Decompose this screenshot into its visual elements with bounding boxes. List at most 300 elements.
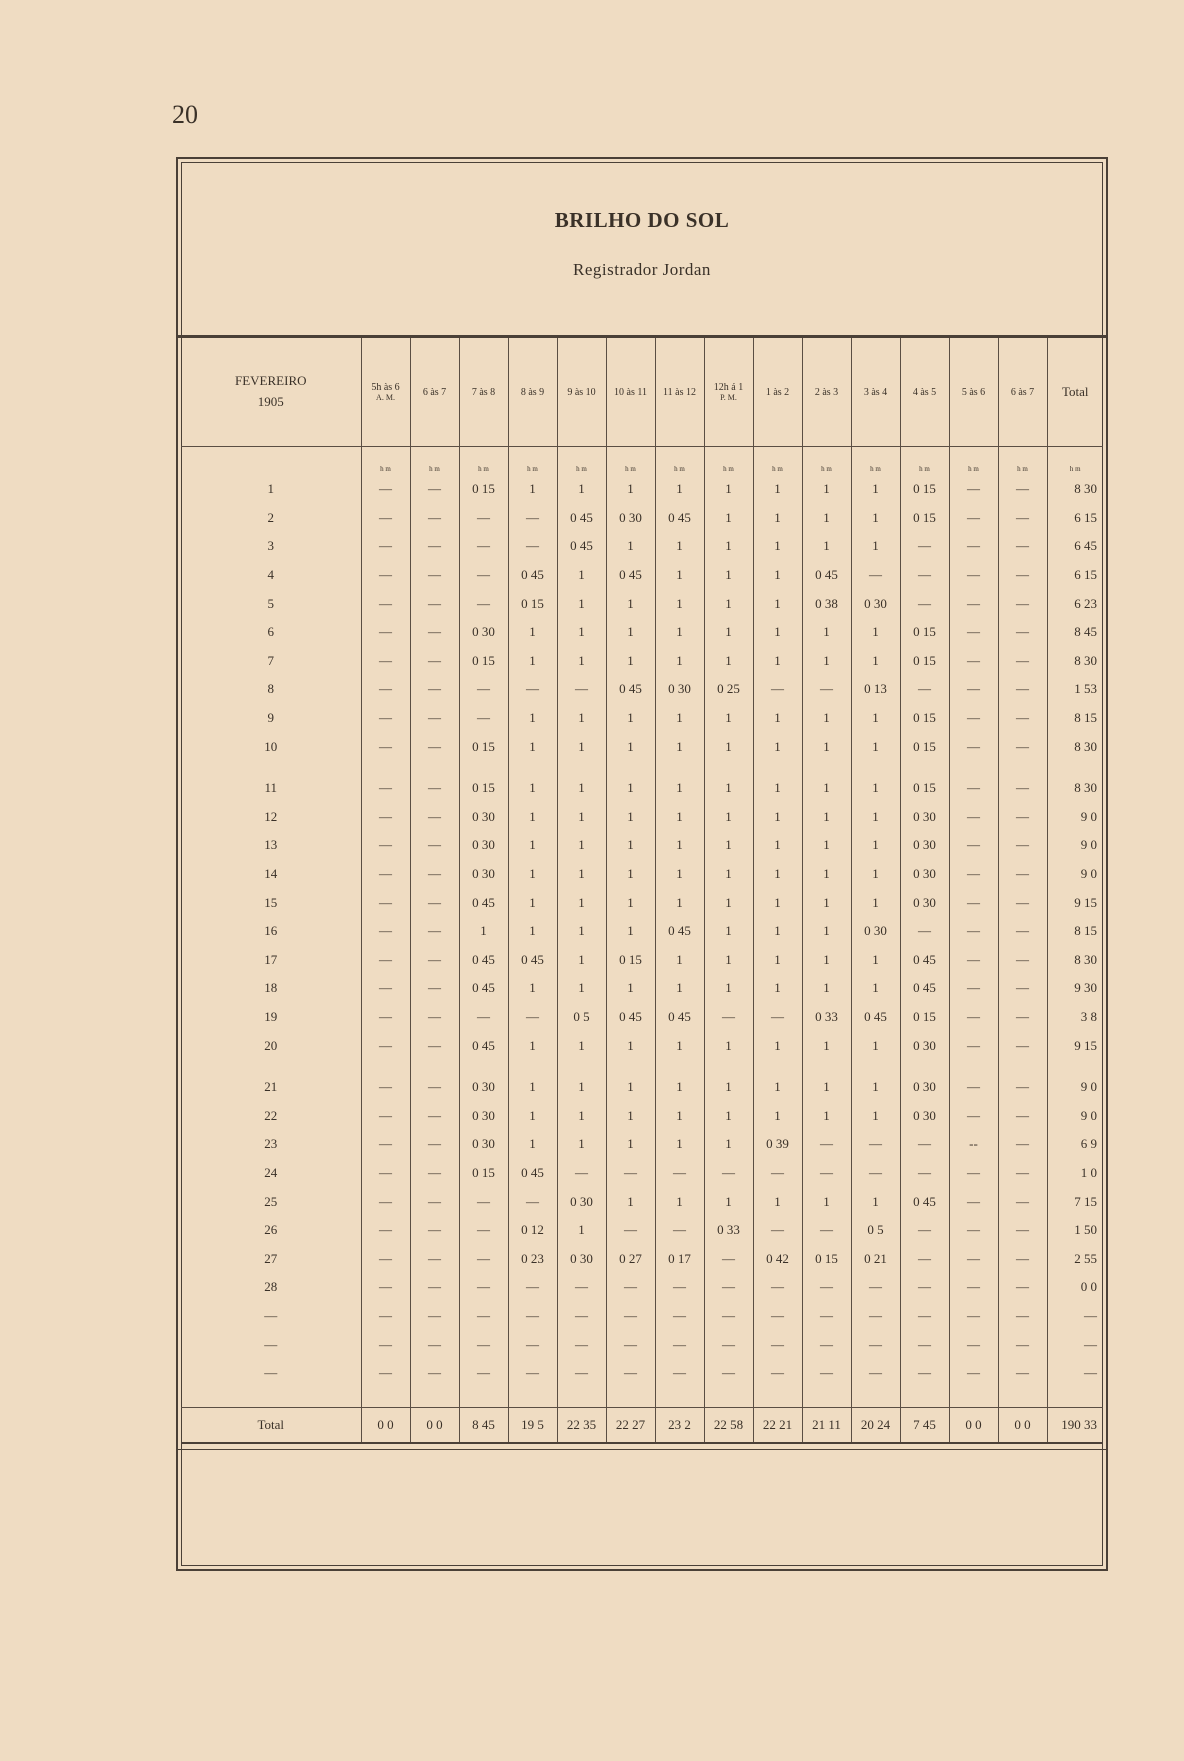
pad-cell [655, 1387, 704, 1408]
hour-cell: 1 [753, 704, 802, 733]
pad-cell [606, 1387, 655, 1408]
hour-cell: — [949, 860, 998, 889]
day-total-cell: 6 23 [1047, 589, 1103, 618]
hour-cell: — [606, 1330, 655, 1359]
hour-cell: — [851, 561, 900, 590]
hour-cell: — [410, 504, 459, 533]
column-total-cell: 22 21 [753, 1408, 802, 1444]
hour-cell: — [949, 1330, 998, 1359]
hour-cell: 0 45 [459, 946, 508, 975]
hour-cell: — [655, 1359, 704, 1388]
hour-cell: 0 30 [459, 831, 508, 860]
day-cell: — [264, 1336, 278, 1352]
day-cell: 25 [264, 1193, 278, 1209]
hour-cell: 1 [655, 1073, 704, 1102]
day-cell: 7 [267, 652, 274, 668]
hour-cell: 1 [606, 704, 655, 733]
hour-cell: 0 30 [459, 803, 508, 832]
hour-cell: 1 [606, 1031, 655, 1060]
hour-cell: 1 [753, 831, 802, 860]
column-total-cell: 0 0 [998, 1408, 1047, 1444]
hour-cell: 1 [753, 917, 802, 946]
day-cell: 28 [264, 1279, 278, 1295]
hour-cell: — [410, 618, 459, 647]
hour-cell: — [998, 1031, 1047, 1060]
hour-cell: 1 [704, 1187, 753, 1216]
hour-cell: 1 [753, 589, 802, 618]
hour-cell: 1 [606, 774, 655, 803]
day-total-cell: 8 45 [1047, 618, 1103, 647]
hour-cell: — [900, 532, 949, 561]
hour-cell: 0 39 [753, 1130, 802, 1159]
total-column-header: Total [1047, 338, 1103, 447]
hour-range-label: 5h às 6 [371, 382, 400, 393]
hour-cell: 0 45 [606, 1003, 655, 1032]
hour-cell: — [802, 1273, 851, 1302]
table-row [181, 561, 1103, 590]
hour-cell: 1 [606, 1130, 655, 1159]
hour-cell: — [949, 647, 998, 676]
hour-cell: — [410, 1101, 459, 1130]
hour-cell: 1 [851, 1101, 900, 1130]
hour-cell: — [557, 1330, 606, 1359]
hour-cell: 1 [802, 946, 851, 975]
hour-cell: 1 [655, 974, 704, 1003]
hour-cell: — [361, 1359, 410, 1388]
hour-cell: 1 [655, 831, 704, 860]
hour-cell: 1 [655, 704, 704, 733]
unit-label: h m [900, 447, 949, 476]
hour-cell: — [361, 1273, 410, 1302]
table-row [181, 532, 1103, 561]
hour-cell: — [704, 1003, 753, 1032]
hour-cell: 0 45 [606, 675, 655, 704]
table-row [181, 1273, 1103, 1302]
hour-cell: 1 [802, 1187, 851, 1216]
hour-cell: — [949, 1031, 998, 1060]
hour-cell: 1 [557, 704, 606, 733]
hour-cell: — [704, 1244, 753, 1273]
day-cell: 4 [267, 567, 274, 583]
hour-cell: 1 [655, 561, 704, 590]
day-cell: 5 [267, 595, 274, 611]
hour-cell: — [606, 1359, 655, 1388]
table-row [181, 1216, 1103, 1245]
hour-cell: — [508, 675, 557, 704]
hour-cell: 1 [802, 860, 851, 889]
day-cell: 11 [264, 780, 278, 796]
hour-cell: 0 15 [900, 475, 949, 504]
hour-cell: — [753, 1159, 802, 1188]
hour-cell: 0 30 [900, 1031, 949, 1060]
column-total-cell: 22 35 [557, 1408, 606, 1444]
hour-cell: 1 [802, 1031, 851, 1060]
column-total-cell: 8 45 [459, 1408, 508, 1444]
hour-cell: — [508, 1302, 557, 1331]
hour-cell: 1 [851, 803, 900, 832]
hour-cell: 1 [753, 1031, 802, 1060]
gap-cell [704, 1060, 753, 1073]
gap-cell [410, 1060, 459, 1073]
hour-cell: 1 [851, 475, 900, 504]
day-total-cell: 1 0 [1047, 1159, 1103, 1188]
hour-cell: 0 15 [900, 704, 949, 733]
hour-cell: — [410, 1302, 459, 1331]
hour-cell: 1 [655, 618, 704, 647]
unit-label: h m [851, 447, 900, 476]
hour-cell: — [900, 1130, 949, 1159]
hour-range-label: 11 às 12 [663, 386, 696, 398]
hour-cell: 1 [802, 974, 851, 1003]
day-cell: — [264, 1365, 278, 1381]
hour-cell: — [998, 589, 1047, 618]
day-cell: 12 [264, 808, 278, 824]
hour-cell: 1 [753, 803, 802, 832]
table-row [181, 1003, 1103, 1032]
hour-cell: 0 15 [900, 647, 949, 676]
hour-cell: 0 45 [508, 946, 557, 975]
hour-range-label: 5 às 6 [961, 386, 986, 398]
day-cell: 23 [264, 1136, 278, 1152]
hour-cell: — [753, 1302, 802, 1331]
hour-cell: — [361, 774, 410, 803]
hour-cell: — [361, 888, 410, 917]
hour-cell: — [949, 1187, 998, 1216]
hour-cell: 1 [655, 732, 704, 761]
hour-cell: — [900, 1330, 949, 1359]
hour-cell: — [508, 1330, 557, 1359]
hour-cell: — [459, 589, 508, 618]
hour-cell: 1 [704, 1101, 753, 1130]
day-cell: 26 [264, 1222, 278, 1238]
hour-cell: 0 13 [851, 675, 900, 704]
hour-cell: 1 [606, 1101, 655, 1130]
gap-cell [361, 1060, 410, 1073]
hour-cell: 0 30 [459, 860, 508, 889]
pad-cell [361, 1387, 410, 1408]
hour-cell: — [998, 1101, 1047, 1130]
hour-cell: 1 [508, 732, 557, 761]
hour-cell: 0 45 [900, 974, 949, 1003]
hour-cell: 1 [753, 974, 802, 1003]
hour-cell: 1 [704, 561, 753, 590]
hour-cell: 1 [557, 561, 606, 590]
hour-cell: — [998, 1302, 1047, 1331]
hour-cell: — [508, 1359, 557, 1388]
pad-cell [851, 1387, 900, 1408]
hour-cell: 1 [508, 1031, 557, 1060]
hour-cell: — [753, 1330, 802, 1359]
hour-range-label: 2 às 3 [814, 386, 839, 398]
hour-cell: — [361, 1216, 410, 1245]
hour-cell: — [851, 1359, 900, 1388]
hour-cell: 0 15 [508, 589, 557, 618]
day-cell: 6 [267, 624, 274, 640]
hour-cell: 1 [655, 860, 704, 889]
hour-cell: — [998, 803, 1047, 832]
hour-cell: — [410, 946, 459, 975]
hour-cell: — [410, 732, 459, 761]
hour-cell: 1 [508, 917, 557, 946]
day-cell: 3 [267, 538, 274, 554]
hour-cell: — [361, 917, 410, 946]
hour-cell: 1 [655, 946, 704, 975]
hour-cell: 1 [704, 860, 753, 889]
hour-cell: — [900, 917, 949, 946]
hour-cell: — [998, 618, 1047, 647]
hour-cell: — [410, 475, 459, 504]
hour-cell: — [410, 803, 459, 832]
hour-cell: — [900, 1273, 949, 1302]
hour-cell: 0 27 [606, 1244, 655, 1273]
gap-cell [1047, 1060, 1103, 1073]
hour-cell: — [949, 1159, 998, 1188]
table-header-row [181, 338, 1103, 447]
day-total-cell: 3 8 [1047, 1003, 1103, 1032]
hour-cell: 0 30 [900, 1101, 949, 1130]
hour-cell: — [900, 1216, 949, 1245]
hour-cell: — [949, 504, 998, 533]
hour-cell: — [949, 1273, 998, 1302]
hour-cell: 1 [655, 532, 704, 561]
hour-cell: 1 [508, 803, 557, 832]
table-row [181, 803, 1103, 832]
hour-cell: 0 15 [802, 1244, 851, 1273]
table-row [181, 1187, 1103, 1216]
hour-cell: 1 [802, 831, 851, 860]
pad-cell [704, 1387, 753, 1408]
hour-cell: 1 [704, 774, 753, 803]
pad-cell [181, 1387, 361, 1408]
hour-cell: 1 [508, 974, 557, 1003]
table-row [181, 860, 1103, 889]
gap-cell [753, 761, 802, 774]
hour-column-header [410, 338, 459, 447]
hour-cell: 1 [557, 1216, 606, 1245]
day-cell: 16 [264, 923, 278, 939]
hour-column-header [655, 338, 704, 447]
hour-cell: — [851, 1159, 900, 1188]
hour-cell: — [753, 1003, 802, 1032]
hour-cell: 1 [606, 475, 655, 504]
day-total-cell: 1 50 [1047, 1216, 1103, 1245]
day-total-cell: 8 30 [1047, 732, 1103, 761]
gap-cell [704, 761, 753, 774]
hour-cell: — [900, 561, 949, 590]
hour-cell: 1 [704, 732, 753, 761]
hour-cell: 1 [606, 647, 655, 676]
gap-cell [900, 761, 949, 774]
hour-cell: 1 [655, 888, 704, 917]
hour-cell: 1 [704, 1130, 753, 1159]
hour-cell: 1 [557, 1101, 606, 1130]
hour-cell: — [410, 1244, 459, 1273]
hour-cell: — [949, 704, 998, 733]
day-cell: 27 [264, 1250, 278, 1266]
hour-column-header [900, 338, 949, 447]
day-total-cell: 6 15 [1047, 504, 1103, 533]
hour-cell: — [998, 974, 1047, 1003]
hour-cell: 1 [606, 831, 655, 860]
hour-cell: — [655, 1330, 704, 1359]
hour-cell: 1 [704, 1031, 753, 1060]
hour-cell: 1 [704, 504, 753, 533]
hour-cell: 1 [557, 888, 606, 917]
day-total-cell: 8 30 [1047, 774, 1103, 803]
unit-label: h m [459, 447, 508, 476]
hour-cell: 1 [851, 1031, 900, 1060]
table-row [181, 974, 1103, 1003]
hour-cell: 0 45 [851, 1003, 900, 1032]
hour-cell: — [459, 561, 508, 590]
hour-cell: 0 45 [557, 532, 606, 561]
unit-label: h m [410, 447, 459, 476]
hour-cell: 1 [557, 831, 606, 860]
column-total-cell: 0 0 [361, 1408, 410, 1444]
day-cell: — [264, 1307, 278, 1323]
unit-label: h m [704, 447, 753, 476]
column-total-cell: 7 45 [900, 1408, 949, 1444]
hour-cell: — [361, 561, 410, 590]
gap-cell [753, 1060, 802, 1073]
hour-cell: 1 [753, 475, 802, 504]
hour-cell: 0 15 [900, 618, 949, 647]
unit-label: h m [655, 447, 704, 476]
hour-cell: 0 45 [459, 974, 508, 1003]
hour-range-label: 3 às 4 [863, 386, 888, 398]
hour-cell: 0 30 [459, 1101, 508, 1130]
hour-cell: 0 15 [900, 504, 949, 533]
table-row [181, 475, 1103, 504]
table-row [181, 946, 1103, 975]
hour-cell: 1 [851, 1187, 900, 1216]
gap-cell [606, 761, 655, 774]
hour-cell: 1 [851, 831, 900, 860]
hour-cell: 0 30 [557, 1244, 606, 1273]
hour-cell: — [900, 1302, 949, 1331]
hour-cell: — [998, 774, 1047, 803]
hour-cell: — [998, 475, 1047, 504]
hour-column-header [851, 338, 900, 447]
hour-cell: 1 [508, 618, 557, 647]
table-row [181, 1359, 1103, 1388]
hour-cell: 1 [508, 1101, 557, 1130]
hour-cell: — [900, 589, 949, 618]
table-row [181, 1130, 1103, 1159]
hour-cell: — [361, 974, 410, 1003]
hour-cell: — [361, 675, 410, 704]
table-row [181, 675, 1103, 704]
hour-cell: 1 [557, 917, 606, 946]
hour-cell: 1 [753, 532, 802, 561]
hour-cell: — [361, 532, 410, 561]
gap-cell [802, 1060, 851, 1073]
hour-cell: 1 [753, 1073, 802, 1102]
gap-cell [181, 761, 361, 774]
hour-cell: — [459, 1330, 508, 1359]
hour-cell: — [410, 1130, 459, 1159]
pad-cell [753, 1387, 802, 1408]
column-total-cell: 22 58 [704, 1408, 753, 1444]
day-cell: 2 [267, 509, 274, 525]
unit-label: h m [802, 447, 851, 476]
hour-cell: — [361, 1031, 410, 1060]
day-cell: 18 [264, 980, 278, 996]
hour-cell: — [851, 1330, 900, 1359]
pad-cell [557, 1387, 606, 1408]
hour-cell: 1 [606, 860, 655, 889]
table-row [181, 831, 1103, 860]
hour-cell: — [949, 589, 998, 618]
hour-cell: 1 [802, 888, 851, 917]
gap-cell [949, 1060, 998, 1073]
pad-cell [998, 1387, 1047, 1408]
table-row [181, 1330, 1103, 1359]
hour-cell: 1 [557, 803, 606, 832]
hour-cell: — [410, 704, 459, 733]
day-cell: 20 [264, 1037, 278, 1053]
hour-cell: — [361, 647, 410, 676]
hour-cell: — [459, 1302, 508, 1331]
day-total-cell: 9 30 [1047, 974, 1103, 1003]
hour-cell: — [949, 475, 998, 504]
hour-cell: 1 [802, 532, 851, 561]
hour-cell: — [361, 803, 410, 832]
gap-cell [410, 761, 459, 774]
day-cell: 15 [264, 894, 278, 910]
day-total-cell: 9 0 [1047, 831, 1103, 860]
day-total-cell: 7 15 [1047, 1187, 1103, 1216]
hour-cell: 0 30 [900, 831, 949, 860]
hour-cell: 1 [655, 1187, 704, 1216]
day-cell: 10 [264, 738, 278, 754]
table-row [181, 1159, 1103, 1188]
hour-cell: — [410, 675, 459, 704]
hour-cell: — [949, 946, 998, 975]
column-total-cell: 0 0 [410, 1408, 459, 1444]
hour-cell: 0 45 [508, 1159, 557, 1188]
hour-cell: — [900, 1159, 949, 1188]
hour-cell: 0 30 [851, 917, 900, 946]
gap-cell [1047, 761, 1103, 774]
hour-cell: 1 [606, 618, 655, 647]
day-total-cell: 8 30 [1047, 647, 1103, 676]
hour-cell: 1 [704, 618, 753, 647]
day-total-cell: 8 30 [1047, 475, 1103, 504]
hour-cell: 1 [508, 475, 557, 504]
hour-cell: — [361, 589, 410, 618]
hour-cell: — [900, 675, 949, 704]
hour-cell: 1 [508, 1130, 557, 1159]
hour-cell: 1 [851, 704, 900, 733]
hour-cell: — [998, 704, 1047, 733]
hour-cell: — [900, 1359, 949, 1388]
hour-cell: 1 [557, 1031, 606, 1060]
gap-cell [606, 1060, 655, 1073]
hour-cell: — [998, 831, 1047, 860]
hour-cell: 1 [802, 803, 851, 832]
hour-cell: — [410, 1216, 459, 1245]
hour-cell: — [802, 1159, 851, 1188]
hour-cell: 0 30 [459, 618, 508, 647]
hour-cell: 0 15 [900, 774, 949, 803]
gap-cell [508, 1060, 557, 1073]
hour-range-label: 6 às 7 [422, 386, 447, 398]
hour-cell: 1 [704, 946, 753, 975]
hour-cell: — [802, 1130, 851, 1159]
hour-column-header [998, 338, 1047, 447]
hour-cell: — [410, 1330, 459, 1359]
